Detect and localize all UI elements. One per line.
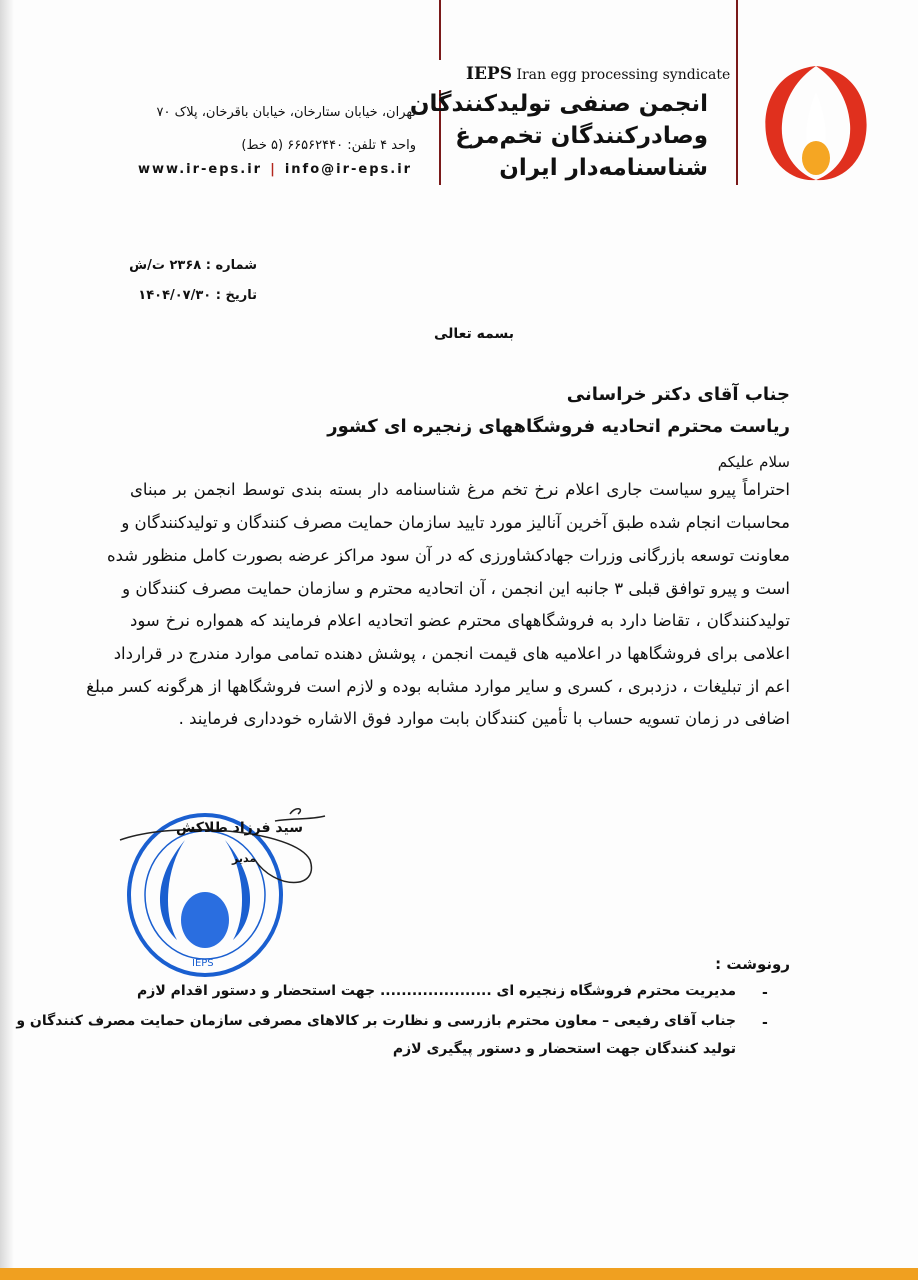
body-line: اعلامی برای فروشگاهها در اعلامیه های قیمت انجمن ، پوشش دهنده تمامی موارد مندرج در قرارداد xyxy=(113,644,790,663)
org-name-line: وصادرکنندگان تخم‌مرغ xyxy=(455,123,708,149)
body-line: اعم از تبلیغات ، دزدبری ، کسری و سایر موارد مشابه بوده و لازم است فروشگاهها از هرگونه کسر مبلغ xyxy=(86,677,790,696)
brand-en-name: Iran egg processing syndicate xyxy=(516,67,731,83)
contact-block xyxy=(156,96,416,162)
signatory-name: سید فرزاد طلاکش xyxy=(176,820,303,836)
footer-strip xyxy=(0,1268,918,1280)
web-contact xyxy=(138,162,412,177)
separator: | xyxy=(270,162,277,177)
letter-date: تاریخ : ۱۴۰۴/۰۷/۳۰ xyxy=(138,288,257,303)
header-divider-left xyxy=(439,0,441,60)
recipient: جناب آقای دکتر خراسانی xyxy=(566,384,790,405)
stamp-text: IEPS xyxy=(192,958,214,969)
letter-number: شماره : ۲۳۶۸ ت/ش xyxy=(129,258,257,273)
recipient-title: ریاست محترم اتحادیه فروشگاههای زنجیره ای کشور xyxy=(327,416,790,437)
cc-bullet: - xyxy=(762,1015,768,1031)
cc-item-continuation: تولید کنندگان جهت استحضار و دستور پیگیری لازم xyxy=(392,1041,736,1057)
org-name xyxy=(410,88,708,184)
email-link[interactable]: info@ir-eps.ir xyxy=(284,162,413,177)
website-link[interactable]: www.ir-eps.ir xyxy=(138,162,263,177)
body-line: تولیدکنندگان ، تقاضا دارد به فروشگاههای محترم عضو اتحادیه اعلام فرمایند که همواره نرخ سود xyxy=(130,611,790,630)
signatory-title: مدیر xyxy=(232,852,257,865)
brand-english xyxy=(466,64,736,84)
body-line: معاونت توسعه بازرگانی وزرات جهادکشاورزی که در آن سود مراکز عرضه بصورت کامل منظور شده xyxy=(107,546,790,565)
org-name-line: شناسنامه‌دار ایران xyxy=(499,155,708,181)
body-line: احتراماً پیرو سیاست جاری اعلام نرخ تخم مرغ شناسنامه دار بسته بندی توسط انجمن بر مبنای xyxy=(130,480,790,499)
cc-item: مدیریت محترم فروشگاه زنجیره ای ..................... جهت استحضار و دستور اقدام لازم xyxy=(137,983,736,999)
phone: واحد ۴ تلفن: ۶۶۵۶۲۴۴۰ (۵ خط) xyxy=(241,138,416,153)
cc-bullet: - xyxy=(762,985,768,1001)
page-edge-shadow xyxy=(0,0,14,1280)
greeting: سلام علیکم xyxy=(717,453,790,471)
brand-abbr: IEPS xyxy=(466,64,512,84)
body-line: است و پیرو توافق قبلی ۳ جانبه این انجمن ، آن اتحادیه محترم و سازمان حمایت مصرف کنندگان و xyxy=(122,579,790,598)
body-line: محاسبات انجام شده طبق آخرین آنالیز مورد تایید سازمان حمایت مصرف کنندگان و تولیدکنندگان و xyxy=(121,513,790,532)
ieps-logo-icon xyxy=(758,62,874,184)
address: تهران، خیابان ستارخان، خیابان باقرخان، پلاک ۷۰ xyxy=(156,105,416,120)
body-line: اضافی در زمان تسویه حساب با تأمین کنندگان بابت موارد فوق الاشاره خودداری فرمایند . xyxy=(178,709,790,728)
org-name-line: انجمن صنفی تولیدکنندگان xyxy=(409,91,708,117)
cc-label: رونوشت : xyxy=(715,955,790,973)
header-divider-right xyxy=(736,0,738,185)
invocation: بسمه تعالی xyxy=(433,326,515,342)
cc-item: جناب آقای رفیعی – معاون محترم بازرسی و نظارت بر کالاهای مصرفی سازمان حمایت مصرف کنندگان و xyxy=(16,1013,736,1029)
